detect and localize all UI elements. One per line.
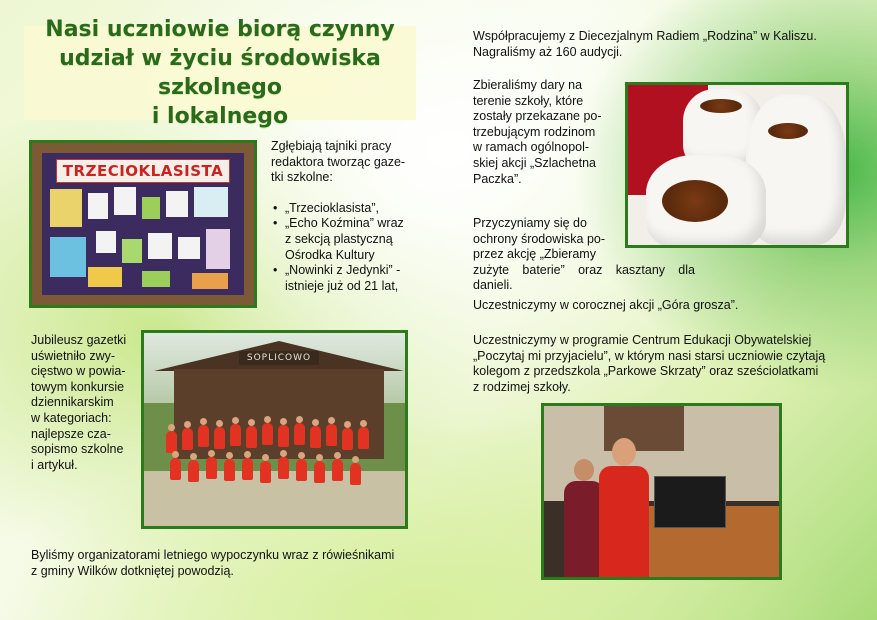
- board-card: [114, 187, 136, 215]
- intro-line: redaktora tworząc gaze-: [271, 154, 406, 169]
- child-figure: [358, 427, 369, 449]
- board-card: [148, 233, 172, 259]
- audio-equipment: [654, 476, 726, 528]
- child-figure: [242, 458, 253, 480]
- newspapers-text: [271, 139, 409, 294]
- environment-text: [473, 216, 695, 294]
- text-line: i artykuł.: [31, 457, 78, 472]
- child-figure: [332, 459, 343, 481]
- text-line: z gminy Wilków dotkniętej powodzią.: [31, 563, 234, 578]
- text-line: Przyczyniamy się do: [473, 216, 587, 230]
- radio-text: [473, 29, 847, 60]
- board-card: [166, 191, 188, 217]
- child-figure: [314, 461, 325, 483]
- child-figure: [170, 458, 181, 480]
- child-figure: [278, 425, 289, 447]
- title-box: [24, 17, 416, 129]
- child-figure: [278, 457, 289, 479]
- board-drawing: [50, 237, 86, 277]
- intro-line: tki szkolne:: [271, 170, 333, 185]
- gate-sign: SOPLICOWO: [239, 351, 319, 365]
- child-figure: [166, 431, 177, 453]
- text-line: Nagraliśmy aż 160 audycji.: [473, 44, 623, 59]
- radio-studio-photo: [541, 403, 782, 580]
- jubilee-text: [31, 333, 129, 473]
- title-line-1: Nasi uczniowie biorą czynny: [45, 17, 395, 42]
- text-line: w kategoriach:: [31, 410, 112, 425]
- title-line-3: i lokalnego: [151, 104, 289, 129]
- text-line: Uczestniczymy w corocznej akcji „Góra grosza”.: [473, 298, 739, 312]
- child-figure: [342, 428, 353, 450]
- text-line: Współpracujemy z Diecezjalnym Radiem „Rodzina” w Kaliszu.: [473, 29, 817, 43]
- child-figure: [230, 424, 241, 446]
- board-surface: [42, 153, 244, 295]
- board-drawing: [88, 267, 122, 287]
- page-title: [24, 15, 416, 131]
- child-figure: [246, 426, 257, 448]
- title-line-2: udział w życiu środowiska szkolnego: [59, 46, 381, 100]
- child-figure: [182, 428, 193, 450]
- list-item: • „Trzecioklasista”,: [285, 201, 409, 217]
- board-card: [178, 237, 200, 259]
- child-figure: [260, 461, 271, 483]
- photo-ground: [144, 471, 405, 526]
- chestnuts: [768, 123, 808, 139]
- text-line: trzebującym rodzinom: [473, 124, 596, 139]
- child-figure: [310, 426, 321, 448]
- text-line: kolegom z przedszkola „Parkowe Skrzaty” oraz sześciolatkami: [473, 364, 819, 379]
- list-item: • „Nowinki z Jedynki” - istnieje już od 21 lat,: [285, 263, 409, 294]
- gifts-text: [473, 78, 609, 187]
- child-figure: [224, 459, 235, 481]
- text-line: Jubileusz gazetki: [31, 333, 127, 347]
- text-line: Zbieraliśmy dary na: [473, 78, 583, 92]
- board-drawing: [194, 187, 228, 217]
- chestnuts: [700, 99, 742, 113]
- text-line: zostały przekazane po-: [473, 109, 602, 124]
- child-figure: [564, 481, 604, 580]
- text-line: uświetniło zwy-: [31, 348, 116, 363]
- board-drawing: [192, 273, 228, 289]
- board-card: [142, 197, 160, 219]
- board-banner: TRZECIOKLASISTA: [56, 159, 230, 183]
- text-line: towym konkursie: [31, 379, 125, 394]
- board-card: [96, 231, 116, 253]
- child-figure: [206, 457, 217, 479]
- child-figure: [262, 423, 273, 445]
- text-line: w ramach ogólnopol-: [473, 140, 590, 155]
- intro-line: Zgłębiają tajniki pracy: [271, 139, 392, 153]
- newspaper-list: [271, 201, 409, 295]
- text-line: przez akcję „Zbieramy: [473, 247, 596, 262]
- board-card: [88, 193, 108, 219]
- child-figure: [198, 425, 209, 447]
- text-line: zużyte baterie” oraz kasztany dla danieli.: [473, 262, 695, 293]
- board-card: [122, 239, 142, 263]
- grosz-text: [473, 298, 847, 314]
- text-line: ochrony środowiska po-: [473, 231, 606, 246]
- board-drawing: [50, 189, 82, 227]
- board-drawing: [142, 271, 170, 287]
- text-line: Byliśmy organizatorami letniego wypoczynku wraz z rówieśnikami: [31, 548, 395, 562]
- civic-text: [473, 333, 847, 395]
- text-line: skiej akcji „Szlachetna: [473, 155, 596, 170]
- child-figure: [296, 459, 307, 481]
- child-figure: [188, 460, 199, 482]
- text-line: sopismo szkolne: [31, 442, 124, 457]
- text-line: z rodzimej szkoły.: [473, 379, 571, 394]
- vacation-text: [31, 548, 409, 579]
- text-line: najlepsze cza-: [31, 426, 111, 441]
- child-figure: [599, 466, 649, 580]
- text-line: Uczestniczymy w programie Centrum Edukacji Obywatelskiej: [473, 333, 812, 347]
- child-figure: [326, 424, 337, 446]
- child-figure: [294, 423, 305, 445]
- child-figure: [350, 463, 361, 485]
- board-drawing: [206, 229, 230, 269]
- child-figure: [214, 427, 225, 449]
- group-photo: [141, 330, 408, 529]
- newspaper-board-photo: [29, 140, 257, 308]
- text-line: „Poczytaj mi przyjacielu”, w którym nasi starsi uczniowie czytają: [473, 348, 826, 363]
- text-line: Paczka”.: [473, 171, 522, 186]
- text-line: cięstwo w powia-: [31, 364, 126, 379]
- text-line: dziennikarskim: [31, 395, 114, 410]
- list-item: • „Echo Koźmina” wraz z sekcją plastyczną Ośrodka Kultury: [285, 216, 409, 263]
- text-line: terenie szkoły, które: [473, 93, 584, 108]
